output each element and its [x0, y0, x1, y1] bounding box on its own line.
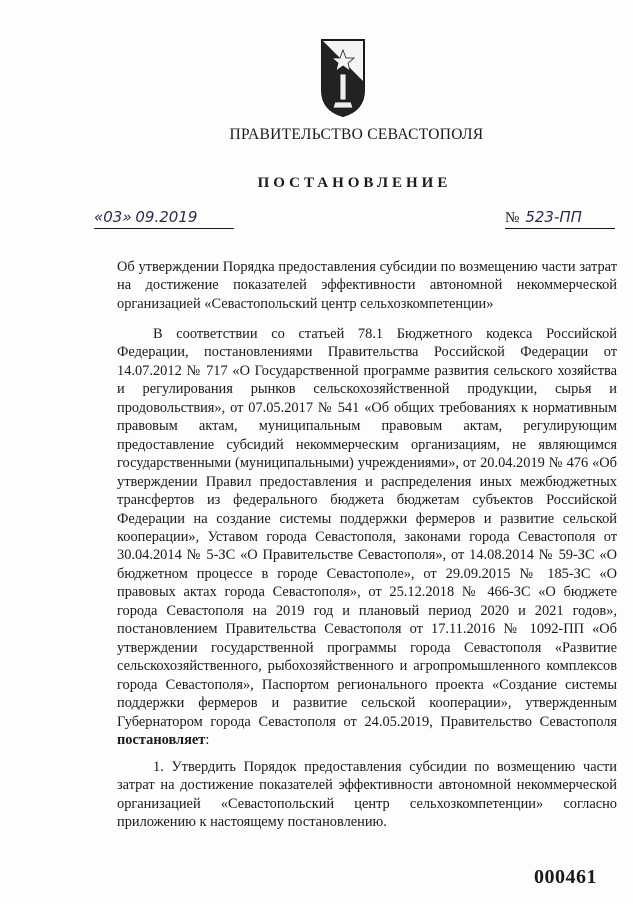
clause-1: [117, 758, 617, 832]
date-open-quote: «: [94, 208, 104, 226]
serial-number: 000461: [534, 866, 597, 888]
document-date: [94, 208, 234, 229]
government-name: ПРАВИТЕЛЬСТВО СЕВАСТОПОЛЯ: [229, 126, 484, 143]
document-title: [117, 258, 617, 313]
document-type: ПОСТАНОВЛЕНИЕ: [257, 175, 452, 191]
number-value: 523-ПП: [525, 208, 582, 226]
sevastopol-coat-of-arms: [320, 38, 366, 118]
title-text: Об утверждении Порядка предоставления субсидии по возмещению части затрат на достижение показателей эффективности автономной некоммерческой организацией «Севастопольский центр сельхозкомпетенции»: [117, 259, 617, 312]
preamble-keyword: постановляет: [117, 731, 206, 748]
document-number: [505, 208, 615, 229]
date-day: 03: [103, 208, 123, 226]
preamble-end: :: [205, 731, 210, 748]
number-symbol: №: [505, 210, 520, 226]
preamble: [117, 325, 617, 749]
date-month-year: 09.2019: [135, 208, 198, 226]
preamble-text: В соответствии со статьей 78.1 Бюджетного кодекса Российской Федерации, постановлениями Правительства Российской Федерации от 14.07.2012 № 717 «О Государственной программе развития сельского хозяйства и регулирования рынков сельскохозяйственной продукции, сырья и продовольствия», от 07.05.2017 № 541 «Об общих требованиях к нормативным правовым актам, муниципальным правовым актам, регулирующим предоставление субсидий некоммерческим организациям, не являющимся государственными (муниципальными) учреждениями», от 20.04.2019 № 476 «Об утверждении Правил предоставления и распределения иных межбюджетных трансфертов из федерального бюджета бюджетам субъектов Российской Федерации на создание системы поддержки фермеров и развитие сельской кооперации», Уставом города Севастополя, законами города Севастополя от 30.04.2014 № 5-ЗС «О Правительстве Севастополя», от 14.08.2014 № 59-ЗС «О бюджетном процессе в городе Севастополе», от 29.09.2015 № 185-ЗС «О правовых актах города Севастополя», от 25.12.2018 № 466-ЗС «О бюджете города Севастополя на 2019 год и плановый период 2020 и 2021 годов», постановлением Правительства Севастополя от 17.11.2016 № 1092-ПП «Об утверждении государственной программы города Севастополя «Развитие сельскохозяйственного, рыбохозяйственного и агропромышленного комплексов города Севастополя», Паспортом регионального проекта «Создание системы поддержки фермеров и развитие сельской кооперации», утвержденным Губернатором города Севастополя от 24.05.2019, Правительство Севастополя: [117, 326, 617, 730]
clause-1-text: 1. Утвердить Порядок предоставления субсидии по возмещению части затрат на достижение показателей эффективности автономной некоммерческой организацией «Севастопольский центр сельхозкомпетенции» согласно приложению к настоящему постановлению.: [117, 759, 617, 831]
preamble-paragraph: [117, 325, 617, 749]
date-close-quote: »: [122, 208, 132, 226]
